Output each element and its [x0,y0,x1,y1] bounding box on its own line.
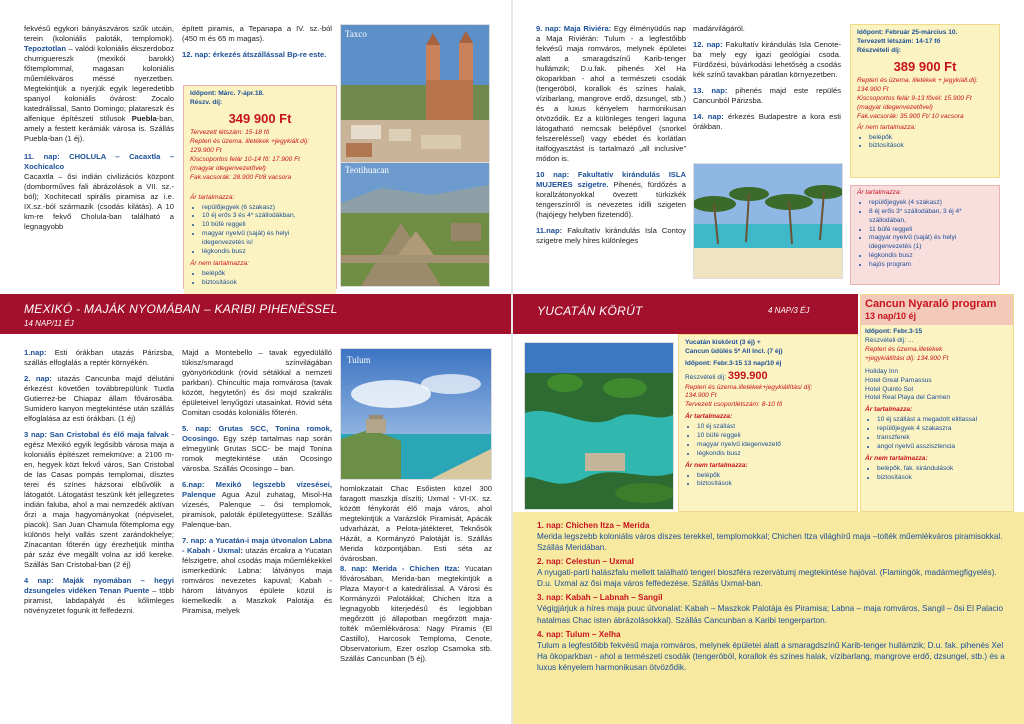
price-349900: 349 900 Ft [228,110,292,126]
photo-beach [693,163,843,279]
left-banner [0,294,511,334]
day12-heading: 12. nap: érkezés átszállással Bp-re este. [182,50,327,60]
right-top-col1: 9. nap: Maja Riviéra: Egy élményüdús nap a Maja Riviérán: Tulum - a legfestőibb fekvésű maja romváros, melynek épületei alatt a smaragdszínű Karib-tenger hullámzik; D.u.fak. pihenés Xel Ha ökoparkban - ahol a természeti csodák (tengeröböl, korallok és színes halak, vízibarlang, mangrove erdő, dzsungel, stb.) és a luxus kényelem harmonikusan ötvöződik. Ez a különleges tengeri laguna látogatható nemcsak belépővel (snorkel felszereléssel) vagy ebédet és korlátlan italfogyasztást is tartalmazó „all inclusive” módon is. 10 nap: Fakultatív kirándulás ISLA MUJERES szigetre. Pihenés, fürdőzés a korallzátonyokkal övezett türkizkék tengerszínről is nevezetes idilli szigeten (hajójegy helyben fizetendő). 11.nap: Fakultatív kirándulás Isla Contoy szigetre mely híres különleges [536,24,686,246]
tour-price-box-2: Időpont: Február 25-március 10. Tervezett létszám: 14-17 fő Részvételi díj: 389 900 Ft Repteri és üzema. illetékek + jegykiáll.díj: 134.900 Ft Kiscsoportos felár 9-13 fővél: 15.900 Ft (magyar idegenvezetővel) Fak.vacsorák: 35.900 Ft/ 10 vacsora Ár nem tartalmazza: • belépők • biztosítások [850,24,1000,178]
tulum-image [341,349,491,479]
yucatan-price-box: Yucatán kiskörút (3 éj) + Cancun üdülés 5* All Incl. (7 éj) Időpont: Febr.3-15 13 nap/10 éj Részvételi díj: 399.900 Repteri és üzema.illetékek+jegykiállítási díj: 134.900 Ft Tervezett csoportlétszám: 8-10 fő Ár tartalmazza: • 10 éj szállást • 10 büfé reggeli • magyar nyelvű idegenvezető • légkondis busz Ár nem tartalmazza: • belépők • biztosítások [678,334,858,512]
teotihuacan-image [341,163,489,286]
right-banner [513,294,858,334]
photo-taxco [340,24,490,163]
beach-palms-image [694,164,842,278]
left-top-col1: fekvésű egykori bányászváros szűk utcáin, terein (koloniális paloták, templomok). Tepoztotlan – valódi koloniális ékszerdoboz churriguereszk (mexikói barokk) főtemplommal, magasan koloniális műemlékváros méssé nyerzetben. Megtekintjük a nyerjük egyik legeredetibb spanyol koloniális óvárost: Zocalo katedrálissal, Santo Domingo; platareszk és alfenique építészeti stílusok Puebla-ban, amely a festett kerámiák városa is. Szállás Puebla-ban (1 éj). 11. nap: CHOLULA – Cacaxtla – Xochicalco Cacaxtla – ősi indián civilizációs központ (domborműves fali ábrázolások a VII. sz.-ból); Xochitecatl spirális piramisa az i.e. IX.sz.-ból származik (csodás kilátás). A 10 km-re fekvő Cholula-ban található a legnagyobb [24,24,174,232]
left-bottom-col1: 1.nap: Esti órákban utazás Párizsba, szállás elfoglalás a reptér környékén. 2. nap: utazás Cancunba majd délutáni érkezést követően továbbrepülünk Tuxtla Gutierrez-be Chiapaz állam fővárosába. Sumidero kanyon megtekintése után szállás elfoglalása az esti órákban. (1 éj) 3 nap: San Cristobal és élő maja falvak - egész Mexikó egyik legősibb városa maja a koloniális építészet remekmüve: a 2100 m-en, hegyek közt fekvő város, San Cristobal de las Casas pompás templomai, dísztes terei és színes házsorai elbűvölik a látogatót. Látogatást teszünk két jellegzetes indián faluba, ahol a mai nemzedék aktívan őrzi a maja hagyományokat (népviselet, piacok). San Juan Chamula főtemploma egy különös helyi vallás szent zarándokhelye; Zinacantan főterén úgy érezhetjük mintha pár száz éve megállt volna az idő kereke. Szállás San Cristobal-ban (2 éj) 4 nap: Maják nyomában – hegyi dzsungeles vidéken Tenan Puente – több piramist, labdapályát és kőlimleges növényzetet fogunk itt felfedezni. [24,348,174,616]
photo-xelha [524,342,674,510]
day11-heading: 11. nap: CHOLULA – Cacaxtla – Xochicalco [24,152,174,172]
price-399900: 399.900 [727,369,768,382]
left-bottom-col3: homlokzatait Chac Esőisten közel 300 faragott maszkja díszíti; Uxmal - VI-IX. sz. között fénykorát élő maja város, ahol megtekintjük a Varázslók Piramisát, Apácák udvarházát, a Pelota-játékteret, Teknősök Házát, a Kormányzó Palotáját is. Szállás Merida központjában. Esti séta az óvárosban. 8. nap: Merida - Chichen Itza: Yucatan fővárosában, Merida-ban megtekintjük a Plaza Mayor-t a katedrálissal. A Városi és Kormányzói Palotákkal; Chichen Itza a legnagyobb kiterjedésű és legjobban megőrzött jó állapotban megőrzött maja-tolték műemlékvárosa: Nagy Piramis (El Castillo), Harcosok Temploma, Cenote, Observatorium, Ezer oszlop Csarnoka stb. Szállás Cancunban (5 éj). [340,484,492,664]
caption-tulum: Tulum [347,355,371,365]
right-top-col2: madárvilágáról. 12. nap: Fakultatív kirándulás Isla Cenote-ba mely egy igazi geológiai csoda. Fürdőzési, búvárkodási lehetőség a csodás kék színű tavakban páratlan környezetben. 13. nap: pihenés majd este repülés Cancunból Párizsba. 14. nap: érkezés Budapestre a kora esti órákban. [693,24,841,132]
yucatan-itinerary-block: 1. nap: Chichen Itza – Merida Merida legszebb koloniális város díszes terekkel, templomokkal; Chichen Itza világhírű maja –tolték műemlékváros piramisokkal. Szállás Meridában. 2. nap: Celestun – Uxmal A nyugati-parti halászfalu mellett található tengeri bioszféra rezervátumj megtekintése hajóval. (Flamingók, madármegfigyelés). D.u. Uxmal az ősi maja város felfedezése. Szállás Uxmal-ban. 3. nap: Kabah – Labnah – Sangil Végigjárjuk a híres maja puuc útvonalat: Kabah – Maszkok Palotája és Piramisa; Labna – maja romváros, Sangil – ősi El Palacio hatalmas Chac isten ábrázolásokkal). Szállás Cancunban a Karibi tengerparton. 4. nap: Tulum – Xelha Tulum a legfestőibb fekvésű maja romváros, melynek épületei alatt a smaragdszínű Karib-tenger hullámzik; D.u. fak. pihenés Xel Ha ökoparkban - ahol a természeti csodák (tengeröböl, korallok és színes halak, vízibarlang, mangrove erdő, dzsungel, stb.) és a luxus kényelem harmonikusan ötvöződik. [513,512,1024,724]
caption-taxco: Taxco [345,29,367,39]
left-top-col2: épített piramis, a Tepanapa a IV. sz.-ból (450 m és 65 m magas). 12. nap: érkezés átszállással Bp-re este. [182,24,332,60]
taxco-church-image [341,25,489,162]
price-389900: 389 900 Ft [893,58,957,74]
left-bottom-col2: Majd a Montebello – tavak egyedülálló tükisz/smaragd színvilágában gyönyörködünk (rövid sétákkal a nemzeti parkban). Chincultic maja romvárosa (tavak között, hegytetőn) és ősi mojd szakrális épületeivel lenyűgözi utasainkat. Rövid séta Comitan csodás koloniális főterén. 5. nap: Grutas SCC, Tonina romok, Ocosingo. Egy szép tartalmas nap során elmegyünk Grutas SCC- be majd Tonina romok megtekintése után Ocosingo városba. Szállás Ocosingo – ban. 6.nap: Mexikó legszebb vízesései, Palenque Agua Azul zuhatag, Misol-Ha vízesés, Palenque – ősi templomok, piramisok, paloták épületegyüttese. Szállás Palenque-ban. 7. nap: a Yucatán-i maja útvonalon Labna - Kabah - Uxmal: utazás ércakra a Yucatan félszigetre, ahol csodás maja műemlékekkel ismerkedünk: Labna: látványos maja romváros nevezetes kapuval; Kabah - három látványos épülete közül is kiemelkedik a Maszkok Palotája és Piramisa, melyek [182,348,332,616]
tour-incl-box-2: Ár tartalmazza: • repülőjegyek (4 szakasz) • 8 éj erős 3* szállodában, 3 éj 4* szállodában, • 11 büfé reggeli • magyar nyelvű (saját) és helyi idegenvezetés (1) • légkondis busz • hajós program [850,185,1000,285]
photo-teotihuacan [340,162,490,287]
caption-teotihuacan: Teotihuacan [345,165,389,175]
tour-duration-4: 4 NAP/3 ÉJ [768,306,810,315]
tour-price-box-1: Időpont: Márc. 7-ápr.18. Részv. díj: 349 900 Ft Tervezett létszám: 15-18 fő Repteri és üzema. illetékek +jegykiáll.díj: 129.900 Ft Kiscsoportos felár 10-14 fő: 17.900 Ft (magyar idegenvezetővel) Fak.vacsorák: 28.900 Ft/8 vacsora Ár tartalmazza: • repülőjegyek (6 szakasz) • 10 éj erős 3 és 4* szállodákban, • 10 büfé reggeli • magyar nyelvű (saját) és helyi idegenvezetés is! • légkondis busz Ár nem tartalmazza: • belépők • biztosítások [183,85,337,289]
tour-duration-14: 14 NAP/11 ÉJ [24,319,74,328]
cancun-price-box: Cancun Nyaraló program 13 nap/10 éj Időpont: Febr.3-15 Részvételi díj: ... Repteri és üzema.illetékek +jegykiállítási díj: 134.900 Ft Holiday Inn Hotel Great Parnassus Hotel Quinto Sol Hotel Real Playa del Carmen Ár tartalmazza: • 10 éj szállást a megadott elitlassal • repülőjegyek 4 szakaszra • transzferek • angol nyelvű asszisztencia Ár nem tartalmazza: • belépők, fak. kirándulások • biztosítások [860,294,1014,512]
xelha-lagoon-image [525,343,673,509]
tour-title-yucatan: YUCATÁN KÖRÚT [537,304,643,318]
photo-tulum [340,348,492,480]
cancun-title: Cancun Nyaraló program [865,298,997,310]
tour-title-mexiko: MEXIKÓ - MAJÁK NYOMÁBAN – KARIBI PIHENÉSSEL [24,302,338,316]
